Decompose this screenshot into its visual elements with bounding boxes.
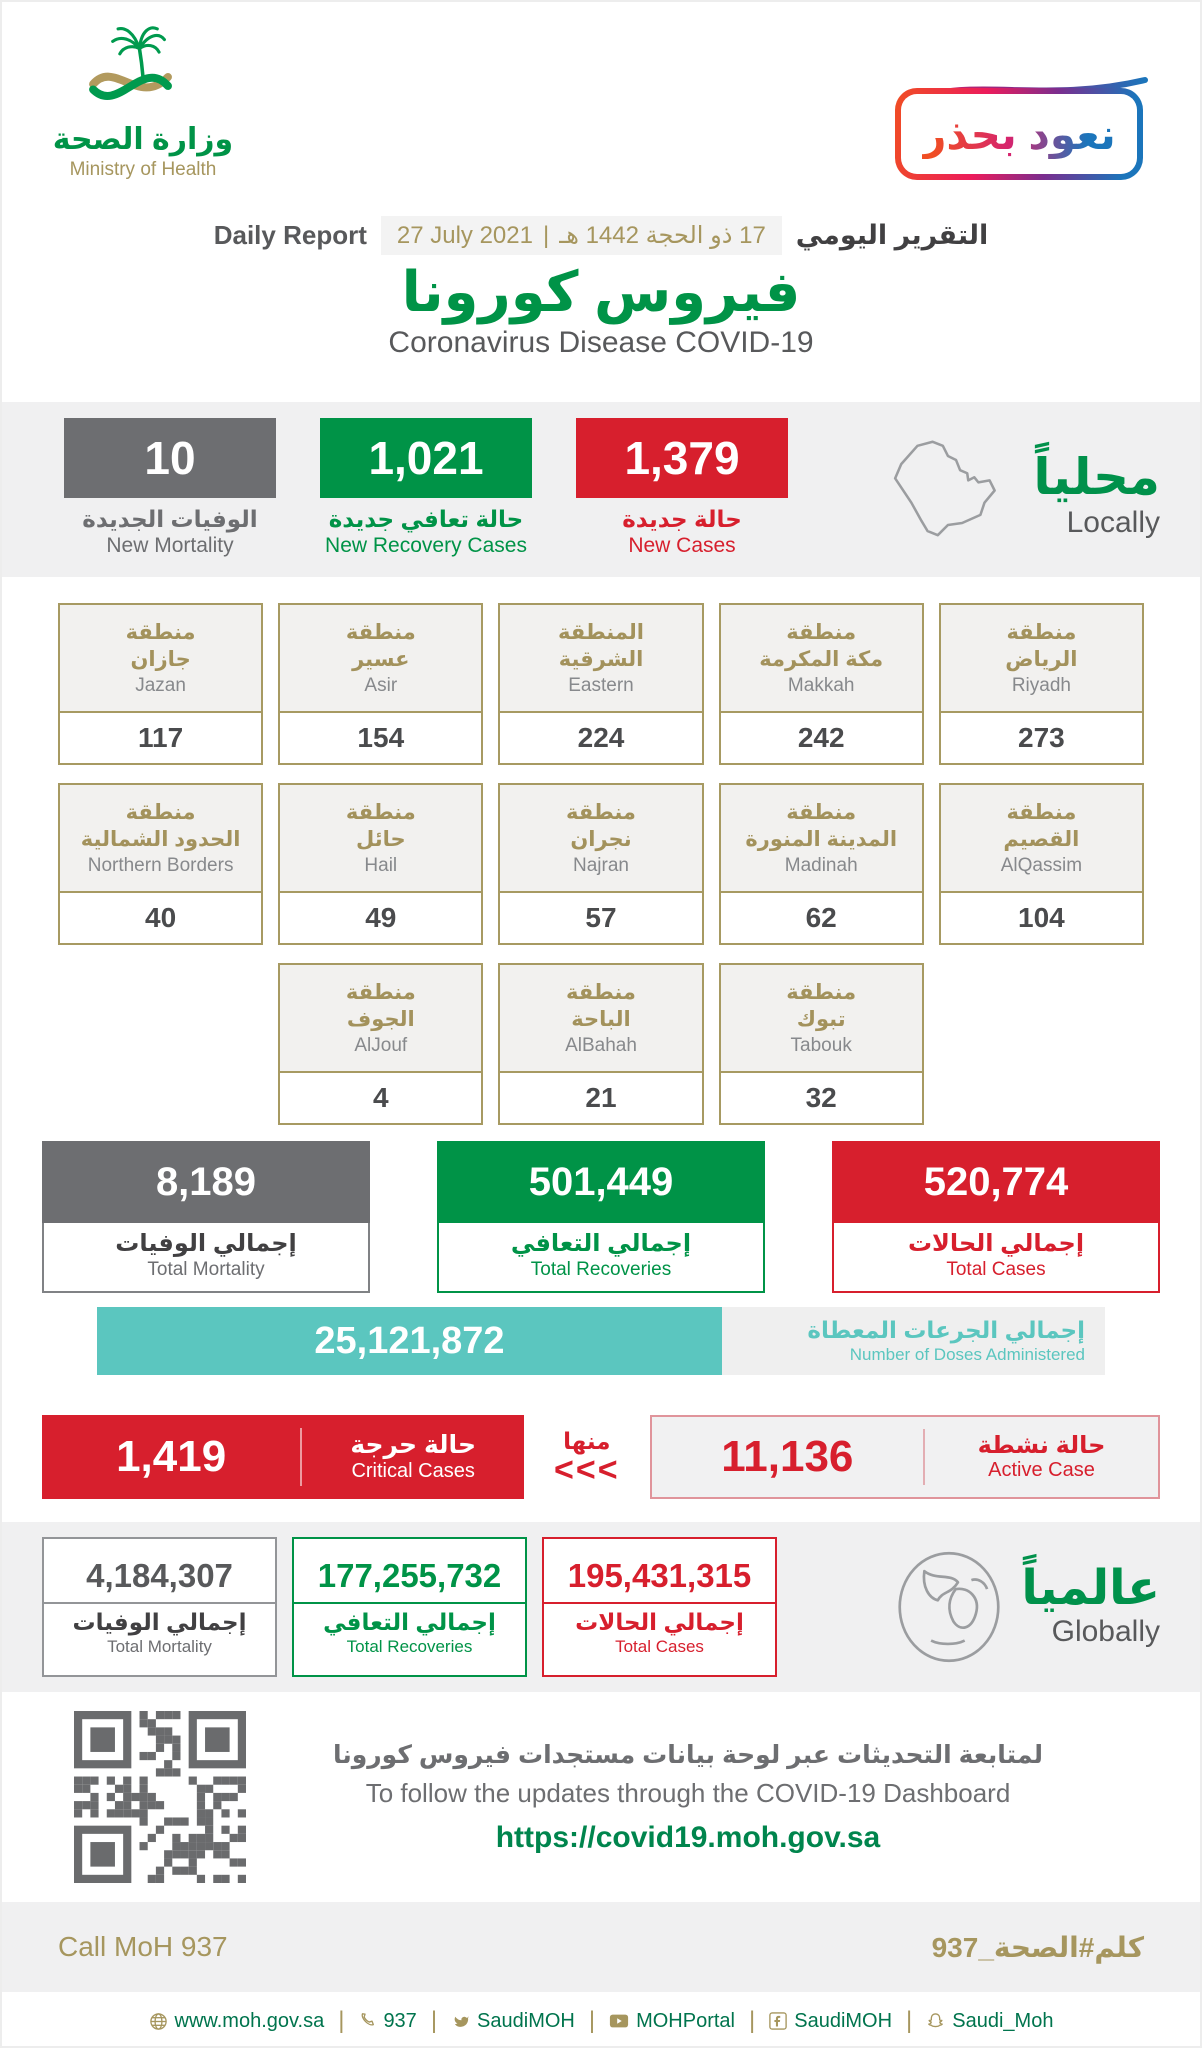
divider: | — [430, 2007, 438, 2034]
region-name-ar: منطقة الحدود الشمالية — [80, 800, 241, 851]
region-cases-value: 62 — [721, 893, 922, 943]
new-cases-stat — [576, 418, 788, 558]
region-cases-value: 4 — [280, 1073, 481, 1123]
daily-report-label-en: Daily Report — [213, 220, 367, 250]
region-name-ar: منطقة جازان — [125, 620, 196, 671]
date-gregorian: 27 July 2021 — [396, 221, 533, 249]
ministry-name-arabic: وزارة الصحة — [52, 123, 234, 156]
region-cases-value: 49 — [280, 893, 481, 943]
new-cases-label-ar: حالة جديدة — [622, 506, 742, 532]
region-cases-value: 154 — [280, 713, 481, 763]
total-cases-label-ar: إجمالي الحالات — [907, 1230, 1085, 1257]
region-cases-value: 242 — [721, 713, 922, 763]
divider — [44, 1602, 275, 1604]
global-mortality-label-ar: إجمالي الوفيات — [72, 1608, 247, 1635]
total-mortality-label-en: Total Mortality — [147, 1259, 265, 1280]
region-name-ar: المنطقة الشرقية — [557, 620, 645, 671]
active-cases-box — [650, 1415, 1160, 1499]
region-name-en: Jazan — [135, 675, 186, 697]
globally-label-ar: عالمياً — [1021, 1562, 1160, 1615]
global-recoveries-box — [292, 1537, 527, 1677]
doses-label-ar: إجمالي الجرعات المعطاة — [807, 1317, 1085, 1343]
twitter-icon — [451, 2012, 470, 2031]
totals-section — [2, 1127, 1200, 1297]
global-recoveries-label-ar: إجمالي التعافي — [323, 1608, 496, 1635]
region-name-en: Hail — [364, 855, 398, 877]
region-card-riyadh — [939, 603, 1144, 765]
region-cases-value: 57 — [500, 893, 701, 943]
doses-value: 25,121,872 — [97, 1307, 722, 1375]
globally-label-en: Globally — [1051, 1615, 1160, 1648]
critical-cases-value: 1,419 — [116, 1432, 227, 1481]
new-recovery-stat — [320, 418, 532, 558]
new-cases-label-en: New Cases — [628, 534, 736, 557]
new-recovery-label-en: New Recovery Cases — [325, 534, 527, 557]
total-cases-value: 520,774 — [832, 1141, 1160, 1223]
critical-active-section — [2, 1392, 1200, 1522]
globe-icon — [149, 2012, 168, 2031]
divider: | — [749, 2007, 756, 2034]
date-hijri: 17 ذو الحجة 1442 هـ — [559, 222, 766, 249]
critical-cases-box — [42, 1415, 524, 1499]
region-card-northern-borders — [58, 783, 263, 945]
footer-twitter[interactable]: SaudiMOH — [451, 2010, 575, 2033]
global-mortality-box — [42, 1537, 277, 1677]
header — [2, 2, 1200, 402]
total-cases-box — [832, 1141, 1160, 1293]
region-cases-value: 40 — [60, 893, 261, 943]
region-name-ar: منطقة تبوك — [786, 980, 857, 1031]
divider — [544, 1602, 775, 1604]
region-name-en: Najran — [573, 855, 629, 877]
divider: | — [338, 2007, 345, 2034]
region-card-hail — [278, 783, 483, 945]
region-card-aljouf — [278, 963, 483, 1125]
active-cases-value: 11,136 — [721, 1432, 854, 1481]
total-mortality-label-ar: إجمالي الوفيات — [115, 1230, 297, 1257]
region-cases-value: 32 — [721, 1073, 922, 1123]
new-mortality-label-en: New Mortality — [106, 534, 234, 557]
region-card-jazan — [58, 603, 263, 765]
region-card-albahah — [498, 963, 703, 1125]
facebook-icon — [769, 2012, 787, 2030]
report-date — [381, 216, 782, 255]
global-mortality-label-en: Total Mortality — [107, 1637, 212, 1657]
divider: | — [906, 2007, 913, 2034]
total-mortality-box — [42, 1141, 370, 1293]
new-mortality-value: 10 — [64, 418, 276, 498]
region-name-ar: منطقة الرياض — [1005, 620, 1078, 671]
region-name-en: AlJouf — [354, 1035, 408, 1057]
new-mortality-stat — [64, 418, 276, 558]
region-name-ar: منطقة القصيم — [1003, 800, 1080, 851]
region-cases-value: 273 — [941, 713, 1142, 763]
footer-facebook[interactable]: SaudiMOH — [769, 2010, 892, 2033]
of-which-indicator — [554, 1428, 620, 1490]
region-card-najran — [498, 783, 703, 945]
qr-code — [74, 1711, 246, 1883]
region-cases-value: 21 — [500, 1073, 701, 1123]
saudi-map-icon — [887, 418, 1019, 563]
new-recovery-label-ar: حالة تعافي جديدة — [328, 506, 524, 532]
ministry-name-english: Ministry of Health — [69, 159, 217, 180]
daily-report-label-ar: التقرير اليومي — [795, 220, 989, 250]
globally-section — [2, 1522, 1200, 1692]
region-cases-value: 117 — [60, 713, 261, 763]
locally-section — [2, 402, 1200, 577]
total-recoveries-label-en: Total Recoveries — [530, 1259, 672, 1280]
regions-section — [2, 577, 1200, 1127]
region-name-en: Eastern — [568, 675, 634, 697]
call-moh-label-en: Call MoH 937 — [58, 1931, 228, 1962]
call-moh-band — [2, 1902, 1200, 1992]
return-cautiously-badge — [895, 88, 1143, 180]
region-name-en: Tabouk — [790, 1035, 852, 1057]
global-cases-label-en: Total Cases — [615, 1637, 704, 1657]
region-name-ar: منطقة الجوف — [345, 980, 416, 1031]
dashboard-section — [2, 1692, 1200, 1902]
total-cases-label-en: Total Cases — [946, 1259, 1046, 1280]
region-name-en: AlQassim — [1000, 855, 1083, 877]
region-cases-value: 224 — [500, 713, 701, 763]
region-name-en: Madinah — [784, 855, 858, 877]
active-cases-label-en: Active Case — [988, 1459, 1095, 1482]
region-cases-value: 104 — [941, 893, 1142, 943]
divider — [294, 1602, 525, 1604]
global-mortality-value: 4,184,307 — [86, 1556, 233, 1594]
global-recoveries-value: 177,255,732 — [317, 1556, 502, 1594]
badge-label: نعود بحذر — [922, 110, 1116, 158]
region-card-tabouk — [719, 963, 924, 1125]
global-cases-box — [542, 1537, 777, 1677]
region-name-ar: منطقة المدينة المنورة — [745, 800, 898, 851]
global-cases-value: 195,431,315 — [567, 1556, 752, 1594]
critical-cases-label-ar: حالة حرجة — [350, 1431, 476, 1460]
phone-icon — [358, 2012, 376, 2030]
region-name-ar: منطقة عسير — [345, 620, 416, 671]
region-card-alqassim — [939, 783, 1144, 945]
footer-snapchat[interactable]: Saudi_Moh — [926, 2010, 1053, 2033]
region-name-en: Riyadh — [1011, 675, 1071, 697]
active-cases-label-ar: حالة نشطة — [977, 1431, 1106, 1459]
dashboard-note-en: To follow the updates through the COVID-19 Dashboard — [365, 1777, 1011, 1808]
global-recoveries-label-en: Total Recoveries — [346, 1637, 473, 1657]
footer-website[interactable]: www.moh.gov.sa — [149, 2010, 325, 2033]
date-divider: | — [542, 221, 550, 249]
region-card-madinah — [719, 783, 924, 945]
region-name-en: Makkah — [787, 675, 855, 697]
total-recoveries-box — [437, 1141, 765, 1293]
palm-emblem-icon — [63, 20, 223, 118]
region-name-ar: منطقة مكة المكرمة — [759, 620, 884, 671]
page-title-arabic: فيروس كورونا — [401, 260, 801, 323]
new-recovery-value: 1,021 — [320, 418, 532, 498]
total-mortality-value: 8,189 — [42, 1141, 370, 1223]
snapchat-icon — [926, 2012, 945, 2031]
moh-logo — [38, 20, 248, 181]
region-name-ar: منطقة الباحة — [566, 980, 636, 1031]
new-cases-value: 1,379 — [576, 418, 788, 498]
divider: | — [588, 2007, 596, 2034]
region-name-en: AlBahah — [565, 1035, 637, 1057]
region-name-en: Asir — [364, 675, 398, 697]
footer-youtube[interactable]: MOHPortal — [609, 2010, 735, 2033]
of-which-label: منها — [563, 1428, 611, 1455]
dashboard-note-ar: لمتابعة التحديثات عبر لوحة بيانات مستجدات فيروس كورونا — [332, 1740, 1044, 1769]
page-title-english: Coronavirus Disease COVID-19 — [388, 325, 814, 359]
region-card-asir — [278, 603, 483, 765]
footer-contacts — [2, 1992, 1200, 2048]
youtube-icon — [609, 2013, 629, 2029]
locally-label-ar: محلياً — [1033, 448, 1160, 505]
critical-cases-label-en: Critical Cases — [351, 1459, 475, 1482]
call-moh-hashtag-ar: كلم#الصحة_937 — [931, 1931, 1144, 1963]
new-mortality-label-ar: الوفيات الجديدة — [82, 506, 258, 532]
locally-label-en: Locally — [1066, 505, 1160, 539]
globe-icon — [893, 1546, 1005, 1668]
global-cases-label-ar: إجمالي الحالات — [575, 1608, 744, 1635]
region-card-eastern — [498, 603, 703, 765]
total-recoveries-value: 501,449 — [437, 1141, 765, 1223]
doses-label-en: Number of Doses Administered — [849, 1345, 1085, 1364]
region-name-ar: منطقة نجران — [566, 800, 636, 851]
dashboard-url-link[interactable]: https://covid19.moh.gov.sa — [495, 1820, 881, 1854]
doses-section — [2, 1297, 1200, 1392]
region-name-ar: منطقة حائل — [345, 800, 416, 851]
chevrons-left-icon: <<< — [554, 1451, 620, 1490]
region-card-makkah — [719, 603, 924, 765]
total-recoveries-label-ar: إجمالي التعافي — [510, 1230, 692, 1257]
region-name-en: Northern Borders — [87, 855, 234, 877]
footer-phone[interactable]: 937 — [358, 2010, 416, 2033]
